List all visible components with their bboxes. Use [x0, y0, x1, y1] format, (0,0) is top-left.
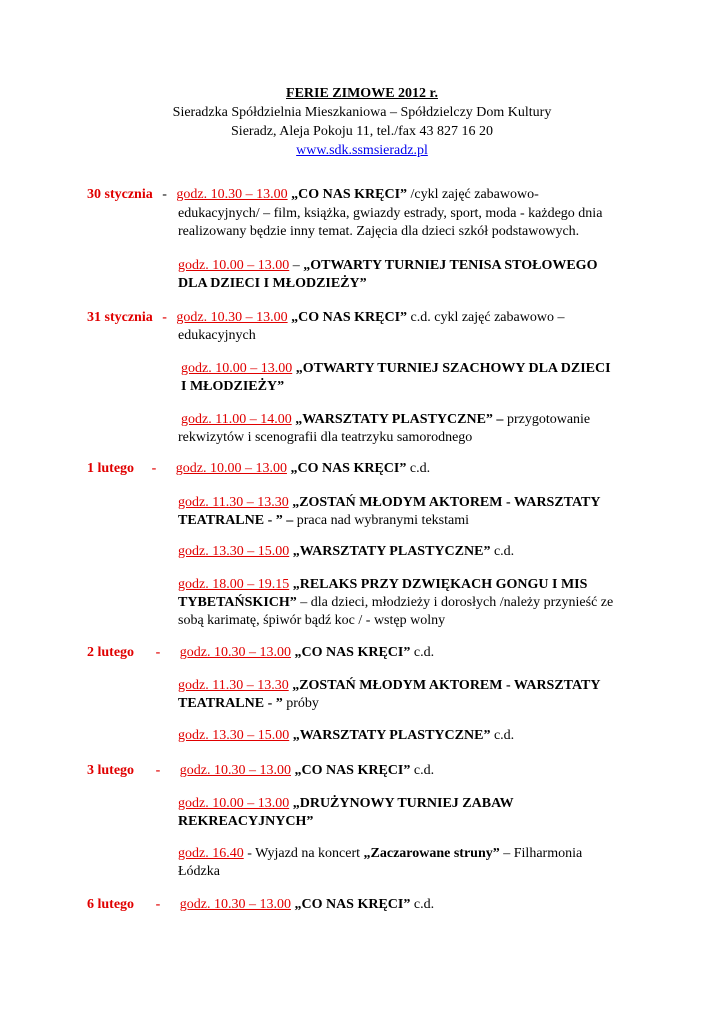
- event-title-line: TEATRALNE - ”: [178, 696, 283, 711]
- event-title: „OTWARTY TURNIEJ SZACHOWY DLA DZIECI: [295, 361, 611, 376]
- event-description-line: sobą karimatę, śpiwór bądź koc / - wstęp wolny: [178, 613, 446, 628]
- event-title: „CO NAS KRĘCI”: [291, 310, 408, 325]
- schedule-line: [178, 256, 597, 275]
- event-time: godz. 10.30 – 13.00: [179, 645, 291, 660]
- schedule-line: [178, 575, 587, 594]
- schedule-line: [87, 459, 430, 478]
- event-time: godz. 16.40: [178, 846, 244, 861]
- event-time: godz. 13.30 – 15.00: [178, 544, 290, 559]
- event-time: godz. 13.30 – 15.00: [178, 728, 290, 743]
- event-title: „OTWARTY TURNIEJ TENISA STOŁOWEGO: [303, 258, 598, 273]
- event-title: „CO NAS KRĘCI”: [290, 461, 407, 476]
- event-title: „CO NAS KRĘCI”: [294, 897, 411, 912]
- schedule-line: [178, 593, 613, 612]
- date-dash: -: [155, 645, 161, 660]
- day-date: 1 lutego: [87, 461, 135, 476]
- schedule-line: [181, 359, 611, 378]
- event-title: „RELAKS PRZY DZWIĘKACH GONGU I MIS: [292, 577, 588, 592]
- event-time: godz. 11.00 – 14.00: [181, 412, 292, 427]
- event-separator: –: [292, 258, 300, 273]
- day-date: 2 lutego: [87, 645, 135, 660]
- event-title: „DRUŻYNOWY TURNIEJ ZABAW: [292, 796, 514, 811]
- event-description: – Filharmonia: [503, 846, 583, 861]
- date-dash: -: [155, 897, 161, 912]
- document-header: [0, 84, 724, 160]
- event-time: godz. 18.00 – 19.15: [178, 577, 290, 592]
- date-dash: -: [151, 461, 157, 476]
- schedule-line: [87, 761, 434, 780]
- event-time: godz. 10.30 – 13.00: [179, 763, 291, 778]
- event-description: - Wyjazd na koncert: [247, 846, 361, 861]
- date-dash: -: [155, 763, 161, 778]
- schedule-line: [87, 308, 564, 327]
- event-time: godz. 10.30 – 13.00: [176, 187, 288, 202]
- event-title: „ZOSTAŃ MŁODYM AKTOREM - WARSZTATY: [292, 678, 601, 693]
- schedule-line: [178, 676, 601, 695]
- event-description: c.d.: [413, 897, 435, 912]
- event-title: „WARSZTATY PLASTYCZNE”: [292, 728, 491, 743]
- event-description: c.d.: [409, 461, 431, 476]
- event-description: próby: [286, 696, 319, 711]
- event-title: „CO NAS KRĘCI”: [294, 645, 411, 660]
- schedule-line: [87, 895, 434, 914]
- date-dash: -: [162, 310, 167, 325]
- event-time: godz. 10.00 – 13.00: [178, 796, 290, 811]
- event-time: godz. 10.00 – 13.00: [175, 461, 287, 476]
- event-description: c.d. cykl zajęć zabawowo –: [410, 310, 565, 325]
- event-title-line: TEATRALNE - ” –: [178, 513, 294, 528]
- event-description: przygotowanie: [506, 412, 591, 427]
- event-time: godz. 10.30 – 13.00: [179, 897, 291, 912]
- event-time: godz. 11.30 – 13.30: [178, 678, 289, 693]
- schedule-line: [178, 694, 319, 713]
- event-title-line: TYBETAŃSKICH”: [178, 595, 297, 610]
- event-title-line: REKREACYJNYCH”: [178, 814, 314, 829]
- event-time: godz. 10.00 – 13.00: [181, 361, 293, 376]
- schedule-line: [178, 493, 601, 512]
- event-description: c.d.: [493, 544, 515, 559]
- event-title: „ZOSTAŃ MŁODYM AKTOREM - WARSZTATY: [292, 495, 601, 510]
- event-description-line: Łódzka: [178, 864, 220, 879]
- schedule-line: [178, 511, 469, 530]
- event-description: c.d.: [413, 763, 435, 778]
- event-description: c.d.: [413, 645, 435, 660]
- organization-address: Sieradz, Aleja Pokoju 11, tel./fax 43 827 16 20: [231, 124, 493, 139]
- schedule-line: [178, 726, 514, 745]
- event-title-line: I MŁODZIEŻY”: [181, 379, 285, 394]
- event-title: „CO NAS KRĘCI”: [291, 187, 408, 202]
- day-date: 3 lutego: [87, 763, 135, 778]
- schedule-line: [178, 844, 582, 863]
- event-description: /cykl zajęć zabawowo-: [410, 187, 539, 202]
- day-date: 30 stycznia: [87, 187, 153, 202]
- day-date: 31 stycznia: [87, 310, 153, 325]
- event-time: godz. 10.00 – 13.00: [178, 258, 290, 273]
- event-description-line: realizowany będzie inny temat. Zajęcia dla dzieci szkół podstawowych.: [178, 224, 580, 239]
- schedule-line: [87, 643, 434, 662]
- schedule-line: [181, 410, 590, 429]
- event-title: „Zaczarowane struny”: [363, 846, 500, 861]
- event-time: godz. 10.30 – 13.00: [176, 310, 288, 325]
- event-description: c.d.: [493, 728, 515, 743]
- event-title: „CO NAS KRĘCI”: [294, 763, 411, 778]
- event-description-line: edukacyjnych/ – film, książka, gwiazdy estrady, sport, moda - każdego dnia: [178, 206, 603, 221]
- schedule-line: [87, 185, 539, 204]
- event-time: godz. 11.30 – 13.30: [178, 495, 289, 510]
- event-description: – dla dzieci, młodzieży i dorosłych /należy przynieść ze: [300, 595, 614, 610]
- date-dash: -: [162, 187, 167, 202]
- event-title: „WARSZTATY PLASTYCZNE”: [292, 544, 491, 559]
- organization-name: Sieradzka Spółdzielnia Mieszkaniowa – Spółdzielczy Dom Kultury: [172, 105, 552, 120]
- event-description-line: edukacyjnych: [178, 328, 256, 343]
- day-date: 6 lutego: [87, 897, 135, 912]
- schedule-line: [178, 794, 514, 813]
- website-link[interactable]: www.sdk.ssmsieradz.pl: [296, 143, 428, 158]
- document-title: FERIE ZIMOWE 2012 r.: [286, 86, 438, 101]
- schedule-line: [178, 542, 514, 561]
- event-title-line: DLA DZIECI I MŁODZIEŻY”: [178, 276, 367, 291]
- event-description-line: rekwizytów i scenografii dla teatrzyku samorodnego: [178, 430, 473, 445]
- event-title: „WARSZTATY PLASTYCZNE” –: [295, 412, 504, 427]
- event-description: praca nad wybranymi tekstami: [296, 513, 469, 528]
